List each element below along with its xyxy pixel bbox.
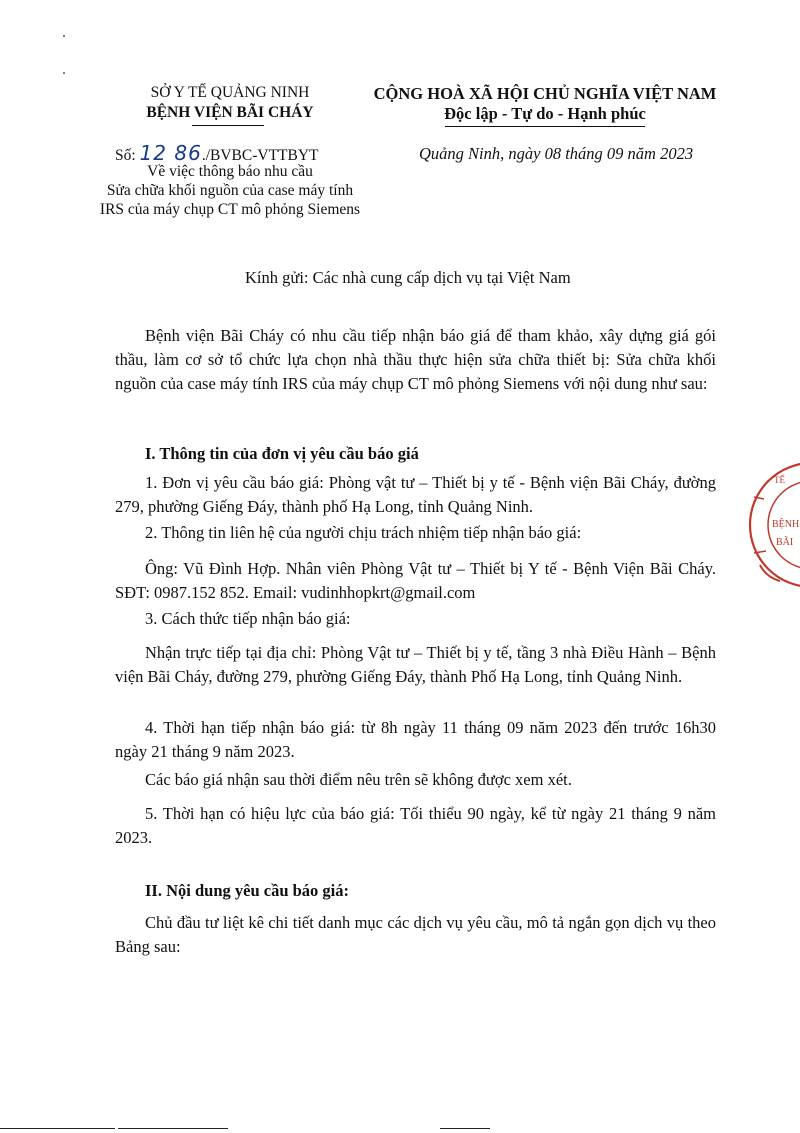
doc-number-suffix: ./BVBC-VTTBYT bbox=[201, 147, 319, 164]
bottom-edge-rule bbox=[440, 1128, 490, 1129]
header-left-underline bbox=[192, 125, 264, 126]
section1-note: Các báo giá nhận sau thời điểm nêu trên sẽ không được xem xét. bbox=[145, 770, 572, 789]
scan-speck bbox=[63, 72, 65, 74]
section1-heading: I. Thông tin của đơn vị yêu cầu báo giá bbox=[145, 444, 419, 463]
subject-line: Sửa chữa khối nguồn của case máy tính bbox=[106, 182, 354, 199]
section1-item4: 4. Thời hạn tiếp nhận báo giá: từ 8h ngày 11 tháng 09 năm 2023 đến trước 16h30 ngày 21 tháng 9 năm 2023. bbox=[115, 718, 716, 761]
section1-item1: 1. Đơn vị yêu cầu báo giá: Phòng vật tư – Thiết bị y tế - Bệnh viện Bãi Cháy, đường 279, phường Giếng Đáy, thành phố Hạ Long, tỉnh Quảng Ninh. bbox=[115, 473, 716, 516]
doc-number-handwritten: 12 86 bbox=[139, 141, 202, 165]
header-motto: Độc lập - Tự do - Hạnh phúc bbox=[444, 104, 646, 123]
header-left-org: SỞ Y TẾ QUẢNG NINH bbox=[150, 84, 310, 101]
section1-address: Nhận trực tiếp tại địa chỉ: Phòng Vật tư – Thiết bị y tế, tầng 3 nhà Điều Hành – Bệnh viện Bãi Cháy, đường 279, phường Giếng Đáy, thành Phố Hạ Long, tỉnh Quảng Ninh. bbox=[115, 643, 716, 686]
header-nation: CỘNG HOÀ XÃ HỘI CHỦ NGHĨA VIỆT NAM bbox=[373, 84, 717, 103]
bottom-edge-rule bbox=[118, 1128, 228, 1129]
hospital-stamp bbox=[740, 455, 800, 595]
section1-item3: 3. Cách thức tiếp nhận báo giá: bbox=[145, 609, 351, 628]
header-motto-underline bbox=[445, 126, 645, 127]
doc-number bbox=[115, 141, 319, 165]
section2-heading: II. Nội dung yêu cầu báo giá: bbox=[145, 881, 350, 900]
intro-paragraph: Bệnh viện Bãi Cháy có nhu cầu tiếp nhận báo giá để tham khảo, xây dựng giá gói thầu, làm cơ sở tổ chức lựa chọn nhà thầu thực hiện sửa chữa thiết bị: Sửa chữa khối nguồn của case máy tính IRS của máy chụp CT mô phỏng Siemens với nội dung như sau: bbox=[115, 326, 716, 393]
date-line: Quảng Ninh, ngày 08 tháng 09 năm 2023 bbox=[419, 144, 694, 163]
stamp-text-top: TẾ bbox=[774, 475, 785, 485]
stamp-text-mid: BỆNH bbox=[772, 519, 800, 530]
stamp-text-low: BÃI bbox=[776, 537, 794, 548]
section2-intro: Chủ đầu tư liệt kê chi tiết danh mục các dịch vụ yêu cầu, mô tả ngắn gọn dịch vụ theo Bảng sau: bbox=[115, 913, 716, 956]
scan-speck bbox=[63, 35, 65, 37]
doc-number-prefix: Số: bbox=[115, 147, 140, 164]
subject-line: IRS của máy chụp CT mô phỏng Siemens bbox=[99, 201, 361, 218]
header-left-unit: BỆNH VIỆN BÃI CHÁY bbox=[146, 104, 314, 121]
salutation: Kính gửi: Các nhà cung cấp dịch vụ tại Việt Nam bbox=[245, 268, 571, 287]
subject-line: Về việc thông báo nhu cầu bbox=[147, 163, 313, 180]
section1-contact: Ông: Vũ Đình Hợp. Nhân viên Phòng Vật tư – Thiết bị Y tế - Bệnh Viện Bãi Cháy. SĐT: 0987.152 852. Email: vudinhhopkrt@gmail.com bbox=[115, 559, 716, 602]
section1-item5: 5. Thời hạn có hiệu lực của báo giá: Tối thiểu 90 ngày, kể từ ngày 21 tháng 9 năm 2023. bbox=[115, 804, 716, 847]
bottom-edge-rule bbox=[0, 1128, 115, 1129]
section1-item2: 2. Thông tin liên hệ của người chịu trách nhiệm tiếp nhận báo giá: bbox=[145, 523, 582, 542]
